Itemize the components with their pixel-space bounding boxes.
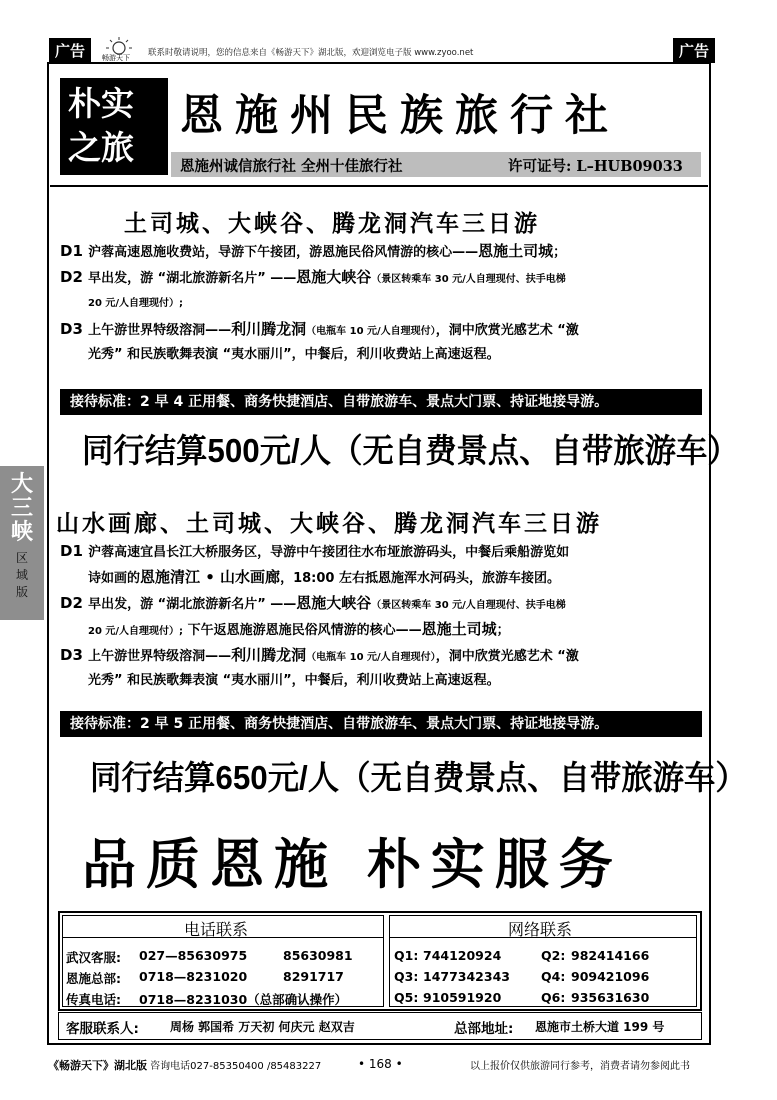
phone-contact-title: 电话联系: [184, 920, 249, 939]
day-label: D1: [60, 542, 89, 560]
footer-brand: 《畅游天下》湖北版: [48, 1059, 147, 1072]
itinerary-line: [88, 672, 500, 690]
itinerary-text: ；: [496, 623, 510, 638]
itinerary-line: [88, 294, 183, 313]
itinerary-text: （景区转乘车 30 元/人自理现付、扶手电梯: [371, 600, 566, 611]
qq-number: 1477342343: [423, 969, 510, 984]
itinerary-text: ，洞中欣赏光感艺术 “激: [435, 649, 579, 664]
ad-label-right: 广告: [673, 38, 715, 63]
itinerary-text: （电瓶车 10 元/人自理现付）: [306, 326, 436, 337]
day-label: D3: [60, 320, 89, 338]
route-2-standard: 接待标准：2 早 5 正用餐、商务快捷酒店、自带旅游车、景点大门票、持证地接导游。: [60, 711, 702, 737]
agency-name: 恩施州民族旅行社: [180, 91, 620, 141]
region-side-tab: [0, 466, 44, 620]
publication-logo: [96, 36, 142, 62]
itinerary-line: [88, 346, 500, 364]
route-1-title: 土司城、大峡谷、腾龙洞汽车三日游: [124, 210, 540, 237]
itinerary-text: （景区转乘车 30 元/人自理现付、扶手电梯: [371, 274, 566, 285]
attraction-name: 恩施土司城: [478, 242, 554, 260]
footer-consult-phone: 咨询电话027-85350400 /85483227: [147, 1061, 322, 1072]
itinerary-line: [88, 620, 510, 641]
itinerary-line: [88, 568, 560, 588]
phone-number: 0718—8231020: [139, 969, 248, 984]
staff-names: 周杨 郭国希 万天初 何庆元 赵双吉: [170, 1020, 355, 1034]
attraction-name: 恩施大峡谷: [296, 594, 372, 612]
itinerary-text: ，18:00 左右抵恩施浑水河码头，旅游车接团。: [280, 571, 560, 586]
qq-label: Q3:: [394, 969, 419, 984]
route-2-title: 山水画廊、土司城、大峡谷、腾龙洞汽车三日游: [56, 510, 602, 537]
phone-number: 8291717: [283, 969, 344, 984]
hq-address: 恩施市土桥大道 199 号: [535, 1020, 665, 1034]
itinerary-text: 沪蓉高速恩施收费站，导游下午接团，游恩施民俗风情游的核心——: [88, 245, 479, 260]
itinerary-line: [60, 594, 566, 615]
itinerary-text: 上午游世界特级溶洞——: [88, 323, 232, 338]
phone-number: 027—85630975: [139, 948, 248, 963]
day-label: D3: [60, 646, 89, 664]
itinerary-text: ；: [553, 245, 567, 260]
route-2-price: 同行结算650元/人（无自费景点、自带旅游车）: [90, 759, 747, 796]
attraction-name: 利川腾龙洞: [231, 646, 307, 664]
info-notice: 联系时敬请说明，您的信息来自《畅游天下》湖北版，欢迎浏览电子版 www.zyoo.net: [148, 48, 474, 58]
phone-number: 85630981: [283, 948, 353, 963]
qq-number: 744120924: [423, 948, 502, 963]
header-divider: [50, 185, 708, 187]
itinerary-text: ，洞中欣赏光感艺术 “激: [435, 323, 579, 338]
fax-number: 0718—8231030（总部确认操作）: [139, 992, 348, 1007]
phone-row-label: 武汉客服:: [66, 950, 121, 965]
qq-label: Q2:: [541, 948, 566, 963]
itinerary-text: 光秀” 和民族歌舞表演 “夷水丽川”，中餐后，利川收费站上高速返程。: [88, 347, 500, 362]
logo-box: [60, 78, 168, 175]
footer-note: 以上报价仅供旅游同行参考，消费者请勿参阅此书: [470, 1061, 690, 1072]
side-tab-small-char: 版: [15, 585, 28, 599]
qq-label: Q1:: [394, 948, 419, 963]
itinerary-text: 20 元/人自理现付）;: [88, 298, 184, 309]
phone-row-label: 传真电话:: [66, 992, 121, 1007]
itinerary-line: [60, 320, 579, 341]
page-number: • 168 •: [358, 1057, 403, 1071]
qq-label: Q4:: [541, 969, 566, 984]
slogan: 品质恩施 朴实服务: [82, 832, 623, 896]
ad-label-left: 广告: [49, 38, 91, 63]
day-label: D2: [60, 268, 89, 286]
side-tab-char: 峡: [10, 519, 33, 545]
qq-number: 935631630: [571, 990, 650, 1005]
route-1-standard: 接待标准：2 早 4 正用餐、商务快捷酒店、自带旅游车、景点大门票、持证地接导游。: [60, 389, 702, 415]
qq-label: Q5:: [394, 990, 419, 1005]
license-number: 许可证号: L–HUB09033: [508, 158, 683, 175]
route-1-price: 同行结算500元/人（无自费景点、自带旅游车）: [82, 432, 739, 469]
itinerary-text: 沪蓉高速宜昌长江大桥服务区，导游中午接团往水布垭旅游码头，中餐后乘船游览如: [88, 545, 570, 560]
qq-label: Q6:: [541, 990, 566, 1005]
itinerary-text: （电瓶车 10 元/人自理现付）: [306, 652, 436, 663]
qq-number: 910591920: [423, 990, 502, 1005]
logo-line-2: 之旅: [68, 128, 134, 167]
sub-agencies: 恩施州诚信旅行社 全州十佳旅行社: [180, 158, 403, 175]
itinerary-text: 光秀” 和民族歌舞表演 “夷水丽川”，中餐后，利川收费站上高速返程。: [88, 673, 500, 688]
phone-row-label: 恩施总部:: [66, 971, 121, 986]
staff-label: 客服联系人:: [66, 1021, 139, 1037]
day-label: D1: [60, 242, 89, 260]
side-tab-small-char: 域: [15, 568, 28, 582]
side-tab-char: 大: [10, 471, 33, 497]
attraction-name: 利川腾龙洞: [231, 320, 307, 338]
side-tab-small-char: 区: [15, 551, 28, 565]
itinerary-text: 早出发，游 “湖北旅游新名片” ——: [88, 597, 297, 612]
hq-label: 总部地址:: [454, 1021, 514, 1037]
day-label: D2: [60, 594, 89, 612]
attraction-name: 恩施土司城: [421, 620, 497, 638]
itinerary-line: [60, 542, 569, 562]
itinerary-text: 20 元/人自理现付）;: [88, 626, 184, 637]
attraction-name: 恩施清江 • 山水画廊: [140, 568, 281, 586]
itinerary-text: 诗如画的: [88, 571, 141, 586]
qq-number: 909421096: [571, 969, 650, 984]
itinerary-line: [60, 242, 566, 262]
web-contact-title: 网络联系: [508, 920, 573, 939]
itinerary-text: 下午返恩施游恩施民俗风情游的核心——: [183, 623, 422, 638]
itinerary-line: [60, 646, 579, 667]
itinerary-line: [60, 268, 566, 289]
footer-left: [48, 1057, 321, 1073]
publication-logo-text: 畅游天下: [102, 54, 130, 62]
logo-line-1: 朴实: [68, 84, 134, 123]
side-tab-char: 三: [10, 495, 33, 521]
qq-number: 982414166: [571, 948, 650, 963]
itinerary-text: 早出发，游 “湖北旅游新名片” ——: [88, 271, 297, 286]
itinerary-text: 上午游世界特级溶洞——: [88, 649, 232, 664]
attraction-name: 恩施大峡谷: [296, 268, 372, 286]
